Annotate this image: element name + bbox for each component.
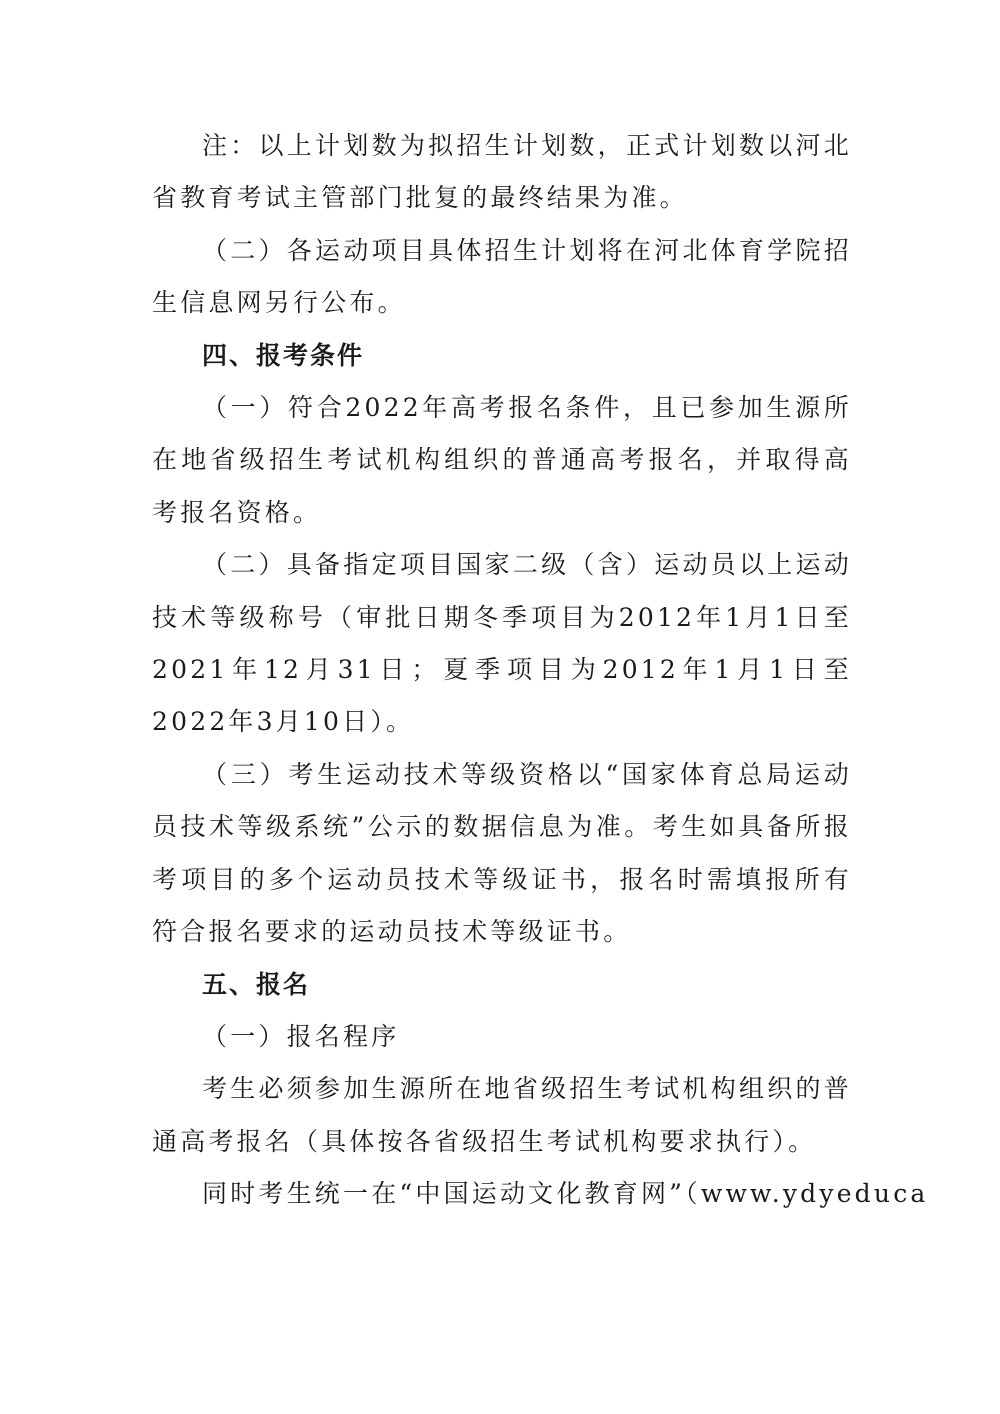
condition-3-paragraph: （三）考生运动技术等级资格以“国家体育总局运动员技术等级系统”公示的数据信息为准。考生如具备所报考项目的多个运动员技术等级证书，报名时需填报所有符合报名要求的运动员技术等级证书。 (152, 759, 852, 947)
condition-2-paragraph: （二）具备指定项目国家二级（含）运动员以上运动技术等级称号（审批日期冬季项目为2012年1月1日至2021年12月31日；夏季项目为2012年1月1日至2022年3月10日）。 (152, 550, 852, 737)
registration-text-1: 考生必须参加生源所在地省级招生考试机构组织的普通高考报名（具体按各省级招生考试机构要求执行）。 (152, 1074, 852, 1156)
registration-subheading: （一）报名程序 (202, 1021, 400, 1051)
document-page (152, 120, 929, 1221)
section-5-heading: 五、报名 (202, 969, 311, 999)
plan-note-paragraph: 注：以上计划数为拟招生计划数，正式计划数以河北省教育考试主管部门批复的最终结果为准。 (152, 131, 852, 213)
section-4-heading: 四、报考条件 (202, 340, 365, 370)
condition-1-paragraph: （一）符合2022年高考报名条件，且已参加生源所在地省级招生考试机构组织的普通高考报名，并取得高考报名资格。 (152, 393, 852, 527)
registration-text-2: 同时考生统一在“中国运动文化教育网”（www.ydyeduca (202, 1179, 929, 1209)
plan-item-2-paragraph: （二）各运动项目具体招生计划将在河北体育学院招生信息网另行公布。 (152, 235, 852, 318)
